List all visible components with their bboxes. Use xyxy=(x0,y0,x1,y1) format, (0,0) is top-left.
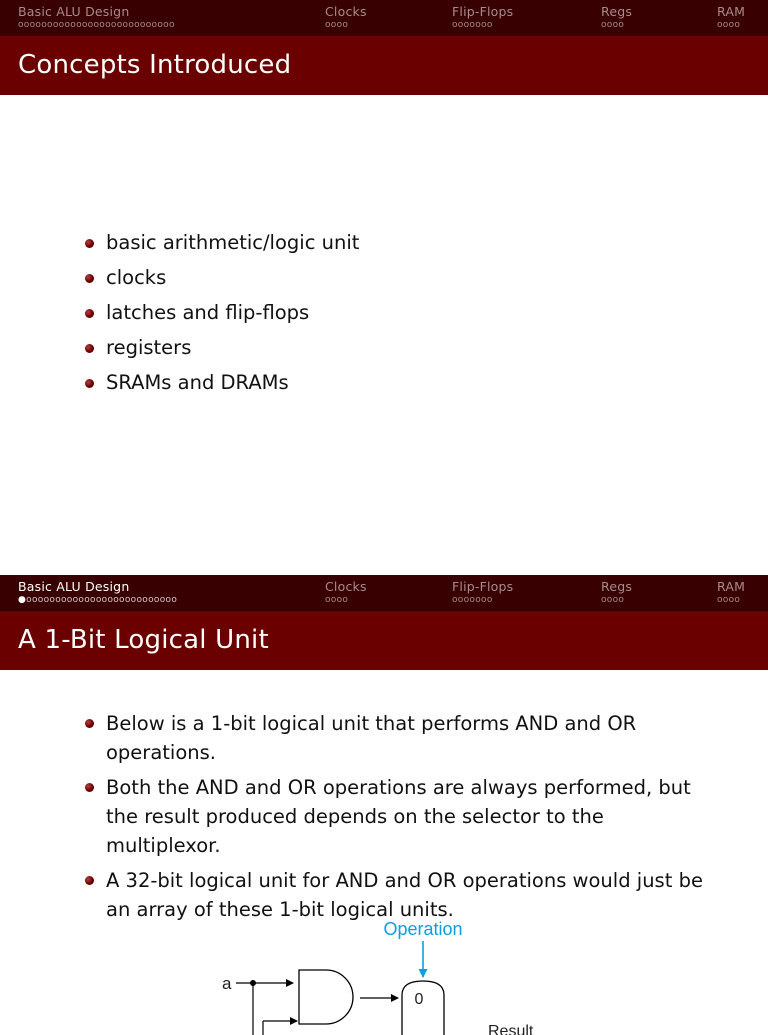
nav-section-regs[interactable] xyxy=(601,580,632,605)
nav-section-ram[interactable] xyxy=(717,580,745,605)
bullet-text: SRAMs and DRAMs xyxy=(106,371,289,394)
slide-title-bar xyxy=(0,611,768,670)
nav-section-progress-dots[interactable] xyxy=(18,595,177,605)
section-navbar xyxy=(0,0,768,36)
slide-title: A 1-Bit Logical Unit xyxy=(18,625,269,655)
nav-section-regs[interactable] xyxy=(601,5,632,30)
logic-unit-diagram xyxy=(0,915,768,1035)
nav-section-label: Basic ALU Design xyxy=(18,579,130,594)
nav-section-progress-dots[interactable]: ooooooo xyxy=(452,595,493,605)
nav-section-label: Flip-Flops xyxy=(452,4,514,19)
multiplexor-icon xyxy=(402,981,444,1035)
bullet-list xyxy=(84,228,359,403)
nav-section-progress-dots[interactable]: oooo xyxy=(717,595,741,605)
result-label: Result xyxy=(488,1023,534,1035)
bullet-icon xyxy=(85,876,94,885)
bullet-item xyxy=(84,298,359,333)
bullet-text: Below is a 1-bit logical unit that performs AND and OR operations. xyxy=(106,712,637,764)
bullet-list xyxy=(84,709,724,930)
bullet-item xyxy=(84,333,359,368)
nav-section-label: Regs xyxy=(601,4,633,19)
bullet-icon xyxy=(85,309,94,318)
nav-section-label: Flip-Flops xyxy=(452,579,514,594)
nav-section-label: Basic ALU Design xyxy=(18,4,130,19)
nav-section-progress-dots[interactable]: oooo xyxy=(325,595,349,605)
slide-1-bit-logical-unit xyxy=(0,575,768,1035)
bullet-text: clocks xyxy=(106,266,167,289)
nav-section-ram[interactable] xyxy=(717,5,745,30)
bullet-icon xyxy=(85,239,94,248)
nav-section-label: RAM xyxy=(717,579,746,594)
nav-section-progress-dots[interactable]: ooooooooooooooooooooooooooo xyxy=(18,20,175,30)
bullet-item xyxy=(84,773,724,860)
bullet-icon xyxy=(85,344,94,353)
nav-section-label: RAM xyxy=(717,4,746,19)
bullet-text: Both the AND and OR operations are always performed, but the result produced depends on the selector to the multiplexor. xyxy=(106,776,691,857)
nav-section-label: Clocks xyxy=(325,4,367,19)
slide-title-bar xyxy=(0,36,768,95)
nav-section-progress-dots[interactable]: oooo xyxy=(601,20,625,30)
nav-section-progress-dots[interactable]: oooo xyxy=(601,595,625,605)
input-a-label: a xyxy=(222,974,232,993)
section-navbar xyxy=(0,575,768,611)
bullet-item xyxy=(84,228,359,263)
bullet-text: A 32-bit logical unit for AND and OR operations would just be an array of these 1-bit logical units. xyxy=(106,869,703,921)
slide-title: Concepts Introduced xyxy=(18,50,292,80)
nav-section-progress-dots[interactable]: oooo xyxy=(717,20,741,30)
nav-section-basic-alu-design[interactable] xyxy=(18,5,175,30)
nav-section-progress-dots[interactable]: ooooooo xyxy=(452,20,493,30)
nav-section-label: Clocks xyxy=(325,579,367,594)
nav-section-label: Regs xyxy=(601,579,633,594)
bullet-text: latches and flip-flops xyxy=(106,301,310,324)
bullet-item xyxy=(84,263,359,298)
mux-input-0-label: 0 xyxy=(414,991,424,1008)
nav-section-flip-flops[interactable] xyxy=(452,580,513,605)
bullet-icon xyxy=(85,783,94,792)
nav-section-flip-flops[interactable] xyxy=(452,5,513,30)
bullet-item xyxy=(84,368,359,403)
bullet-icon xyxy=(85,379,94,388)
nav-section-progress-dots[interactable]: oooo xyxy=(325,20,349,30)
bullet-item xyxy=(84,709,724,767)
operation-label: Operation xyxy=(383,919,463,939)
nav-section-clocks[interactable] xyxy=(325,580,367,605)
nav-section-clocks[interactable] xyxy=(325,5,367,30)
nav-remaining-dots[interactable]: oooooooooooooooooooooooooo xyxy=(26,595,178,605)
and-gate-icon xyxy=(299,970,353,1024)
bullet-text: registers xyxy=(106,336,192,359)
bullet-text: basic arithmetic/logic unit xyxy=(106,231,360,254)
bullet-icon xyxy=(85,719,94,728)
nav-section-basic-alu-design[interactable] xyxy=(18,580,177,605)
nav-current-slide-dot[interactable]: ● xyxy=(18,595,27,605)
bullet-icon xyxy=(85,274,94,283)
